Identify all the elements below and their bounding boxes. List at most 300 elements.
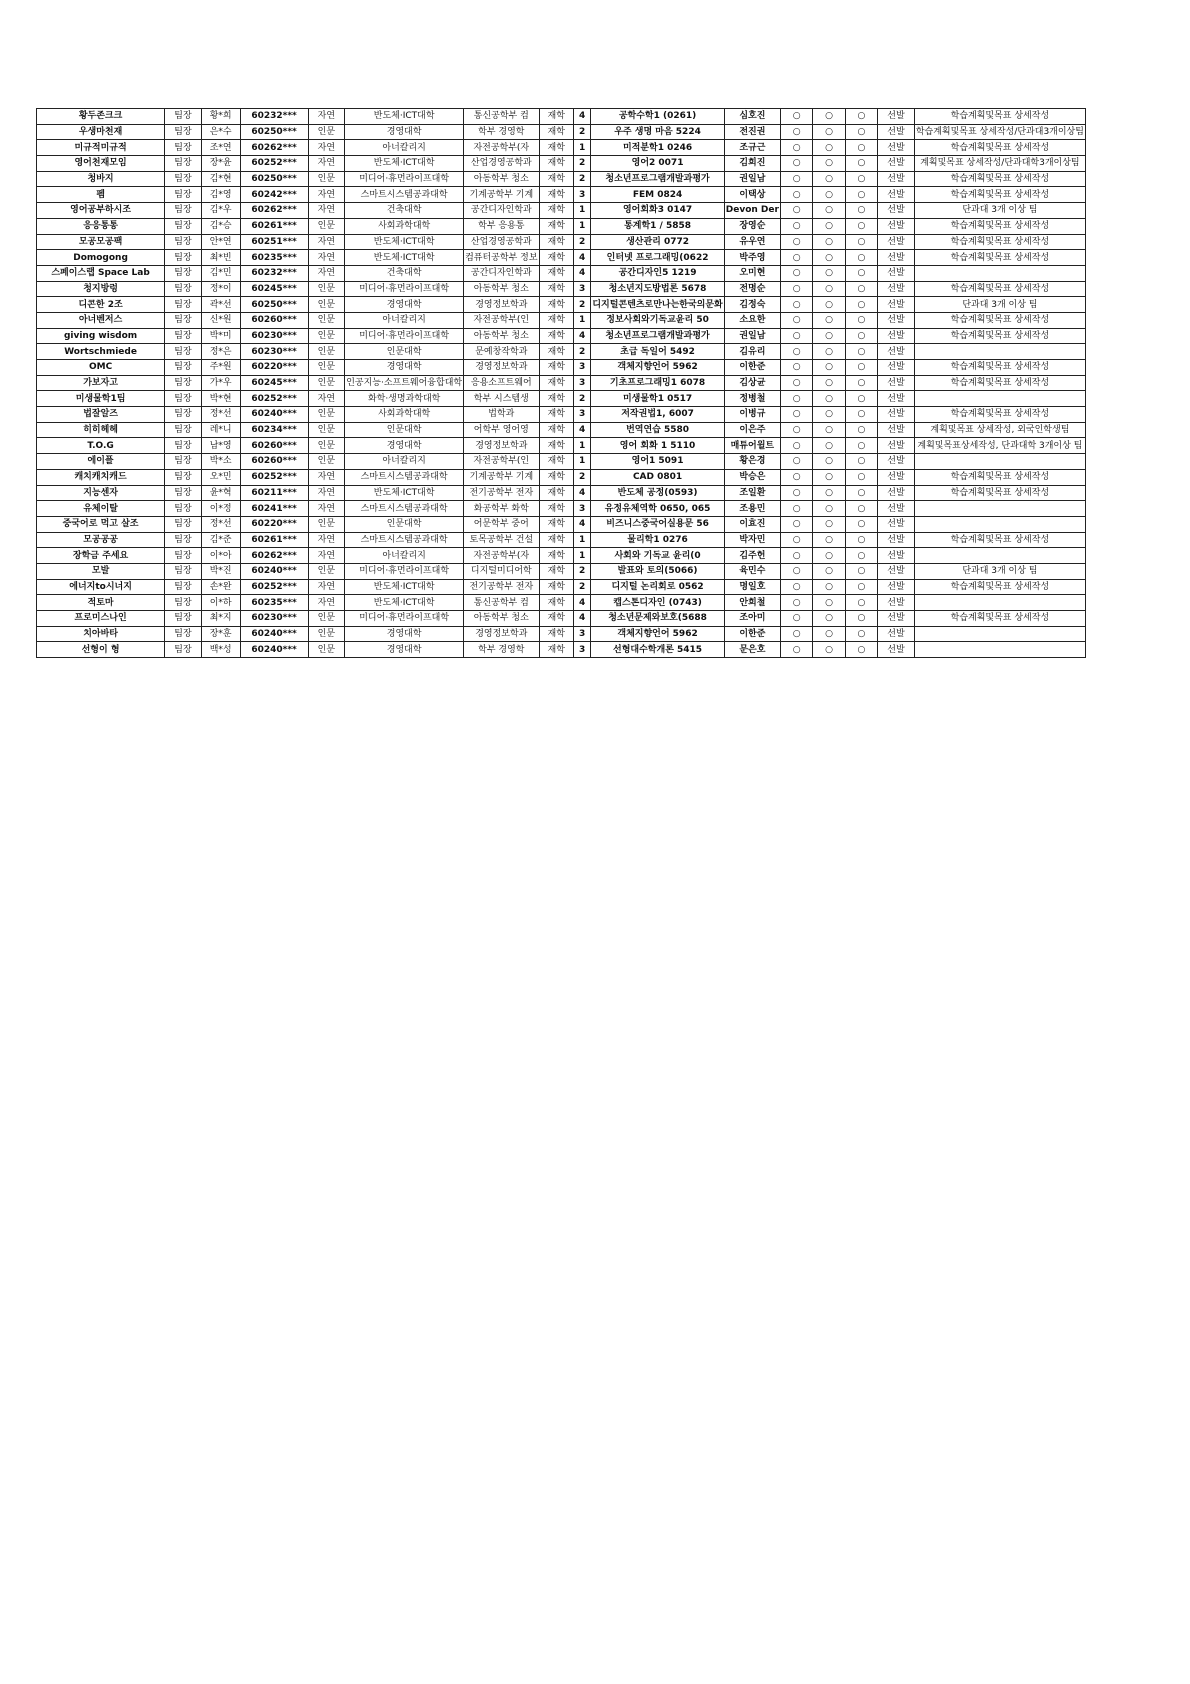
table-row — [37, 265, 1086, 281]
cell-course: 공간디자인5 1219 — [591, 265, 724, 281]
cell-course: CAD 0801 — [591, 469, 724, 485]
cell-result: 선발 — [878, 312, 915, 328]
cell-o2: ○ — [813, 532, 845, 548]
cell-o2: ○ — [813, 611, 845, 627]
cell-course: 디지털콘텐츠로만나는한국의문화 — [591, 297, 724, 313]
cell-status: 재학 — [539, 203, 573, 219]
cell-grade: 1 — [573, 454, 590, 470]
cell-o3: ○ — [845, 171, 877, 187]
cell-role: 팀장 — [165, 140, 202, 156]
spreadsheet-sheet — [36, 108, 1086, 658]
cell-o1: ○ — [780, 469, 812, 485]
cell-course: 초급 독일어 5492 — [591, 344, 724, 360]
cell-field: 인문 — [308, 375, 345, 391]
cell-grade: 4 — [573, 595, 590, 611]
cell-role: 팀장 — [165, 532, 202, 548]
cell-name: 정*이 — [201, 281, 240, 297]
cell-grade: 4 — [573, 109, 590, 125]
cell-status: 재학 — [539, 124, 573, 140]
cell-result: 선발 — [878, 532, 915, 548]
cell-field: 인문 — [308, 642, 345, 658]
cell-course: 청소년프로그램개발과평가 — [591, 328, 724, 344]
cell-result: 선발 — [878, 203, 915, 219]
cell-o2: ○ — [813, 344, 845, 360]
cell-o1: ○ — [780, 454, 812, 470]
cell-team: 프로미스나인 — [37, 611, 165, 627]
note-text: 단과대 3개 이상 팀 — [962, 299, 1038, 310]
cell-sid: 60241*** — [240, 501, 308, 517]
cell-o3: ○ — [845, 156, 877, 172]
cell-o3: ○ — [845, 532, 877, 548]
cell-result: 선발 — [878, 109, 915, 125]
note-text: 학습계획및목표 상세작성 — [950, 236, 1050, 247]
cell-field: 인문 — [308, 312, 345, 328]
cell-grade: 3 — [573, 626, 590, 642]
cell-field: 인문 — [308, 344, 345, 360]
cell-college: 반도체·ICT대학 — [345, 156, 464, 172]
cell-prof: 안희철 — [724, 595, 780, 611]
cell-o3: ○ — [845, 375, 877, 391]
cell-name: 정*선 — [201, 407, 240, 423]
cell-o2: ○ — [813, 485, 845, 501]
cell-status: 재학 — [539, 391, 573, 407]
cell-o3: ○ — [845, 344, 877, 360]
cell-name: 황*희 — [201, 109, 240, 125]
cell-status: 재학 — [539, 485, 573, 501]
cell-college: 미디어·휴먼라이프대학 — [345, 171, 464, 187]
cell-role: 팀장 — [165, 297, 202, 313]
cell-grade: 1 — [573, 532, 590, 548]
cell-o3: ○ — [845, 611, 877, 627]
cell-team: 치아바타 — [37, 626, 165, 642]
table-row — [37, 375, 1086, 391]
cell-note — [914, 281, 1085, 297]
cell-name: 김*우 — [201, 203, 240, 219]
cell-o2: ○ — [813, 281, 845, 297]
cell-field: 인문 — [308, 328, 345, 344]
cell-note — [914, 548, 1085, 564]
cell-status: 재학 — [539, 360, 573, 376]
table-row — [37, 124, 1086, 140]
cell-dept: 토목공학부 건설 — [464, 532, 539, 548]
cell-college: 건축대학 — [345, 265, 464, 281]
cell-note — [914, 218, 1085, 234]
cell-course: 영어회화3 0147 — [591, 203, 724, 219]
cell-result: 선발 — [878, 485, 915, 501]
cell-o3: ○ — [845, 454, 877, 470]
cell-course: 번역연습 5580 — [591, 422, 724, 438]
cell-field: 인문 — [308, 124, 345, 140]
cell-prof: 심호진 — [724, 109, 780, 125]
cell-course: 객체지향언어 5962 — [591, 360, 724, 376]
cell-result: 선발 — [878, 548, 915, 564]
table-row — [37, 532, 1086, 548]
cell-role: 팀장 — [165, 312, 202, 328]
cell-prof: Devon Der — [724, 203, 780, 219]
cell-sid: 60220*** — [240, 360, 308, 376]
cell-sid: 60245*** — [240, 281, 308, 297]
cell-dept: 아동학부 청소 — [464, 328, 539, 344]
cell-o1: ○ — [780, 579, 812, 595]
cell-team: 중국어로 먹고 살조 — [37, 516, 165, 532]
cell-dept: 아동학부 청소 — [464, 611, 539, 627]
cell-status: 재학 — [539, 265, 573, 281]
cell-sid: 60220*** — [240, 516, 308, 532]
table-row — [37, 109, 1086, 125]
cell-o3: ○ — [845, 281, 877, 297]
table-row — [37, 234, 1086, 250]
cell-name: 손*완 — [201, 579, 240, 595]
cell-team: 펨 — [37, 187, 165, 203]
cell-o2: ○ — [813, 203, 845, 219]
cell-dept: 자전공학부(자 — [464, 548, 539, 564]
cell-college: 사회과학대학 — [345, 218, 464, 234]
cell-o1: ○ — [780, 140, 812, 156]
cell-grade: 4 — [573, 485, 590, 501]
cell-dept: 아동학부 청소 — [464, 281, 539, 297]
cell-field: 인문 — [308, 516, 345, 532]
cell-team: 에이플 — [37, 454, 165, 470]
cell-name: 은*수 — [201, 124, 240, 140]
table-row — [37, 422, 1086, 438]
cell-status: 재학 — [539, 532, 573, 548]
cell-prof: 김주헌 — [724, 548, 780, 564]
cell-prof: 문은호 — [724, 642, 780, 658]
cell-dept: 산업경영공학과 — [464, 234, 539, 250]
cell-o1: ○ — [780, 548, 812, 564]
cell-o1: ○ — [780, 626, 812, 642]
cell-prof: 이한준 — [724, 360, 780, 376]
cell-sid: 60262*** — [240, 548, 308, 564]
cell-result: 선발 — [878, 454, 915, 470]
cell-o3: ○ — [845, 626, 877, 642]
cell-result: 선발 — [878, 626, 915, 642]
cell-field: 자연 — [308, 579, 345, 595]
cell-name: 박*소 — [201, 454, 240, 470]
cell-result: 선발 — [878, 250, 915, 266]
note-text: 학습계획및목표 상세작성 — [950, 362, 1050, 373]
cell-dept: 기계공학부 기계 — [464, 187, 539, 203]
cell-field: 자연 — [308, 501, 345, 517]
cell-prof: 박주영 — [724, 250, 780, 266]
cell-status: 재학 — [539, 218, 573, 234]
cell-sid: 60252*** — [240, 156, 308, 172]
cell-sid: 60240*** — [240, 407, 308, 423]
cell-note — [914, 171, 1085, 187]
cell-o3: ○ — [845, 595, 877, 611]
cell-o1: ○ — [780, 203, 812, 219]
cell-field: 인문 — [308, 281, 345, 297]
note-text: 계획및목표상세작성, 단과대학 3개이상 팀 — [917, 440, 1083, 451]
cell-dept: 경영정보학과 — [464, 360, 539, 376]
cell-note — [914, 312, 1085, 328]
cell-grade: 4 — [573, 328, 590, 344]
cell-status: 재학 — [539, 234, 573, 250]
cell-note — [914, 469, 1085, 485]
cell-grade: 1 — [573, 203, 590, 219]
cell-grade: 2 — [573, 124, 590, 140]
cell-note — [914, 109, 1085, 125]
cell-o2: ○ — [813, 124, 845, 140]
cell-team: 청바지 — [37, 171, 165, 187]
cell-course: 우주 생명 마음 5224 — [591, 124, 724, 140]
table-row — [37, 297, 1086, 313]
note-text: 학습계획및목표 상세작성 — [950, 613, 1050, 624]
cell-o3: ○ — [845, 265, 877, 281]
cell-field: 인문 — [308, 563, 345, 579]
cell-o1: ○ — [780, 156, 812, 172]
note-text: 학습계획및목표 상세작성 — [950, 581, 1050, 592]
cell-sid: 60240*** — [240, 563, 308, 579]
cell-o1: ○ — [780, 265, 812, 281]
cell-course: 저작권법1, 6007 — [591, 407, 724, 423]
cell-team: Domogong — [37, 250, 165, 266]
cell-college: 반도체·ICT대학 — [345, 250, 464, 266]
cell-name: 김*현 — [201, 171, 240, 187]
table-row — [37, 438, 1086, 454]
cell-sid: 60250*** — [240, 171, 308, 187]
cell-note — [914, 626, 1085, 642]
cell-dept: 산업경영공학과 — [464, 156, 539, 172]
cell-field: 자연 — [308, 234, 345, 250]
cell-name: 최*빈 — [201, 250, 240, 266]
cell-dept: 자전공학부(자 — [464, 140, 539, 156]
cell-course: 객체지향언어 5962 — [591, 626, 724, 642]
cell-prof: 유우연 — [724, 234, 780, 250]
cell-team: 영어공부하시조 — [37, 203, 165, 219]
cell-field: 인문 — [308, 171, 345, 187]
cell-sid: 60252*** — [240, 579, 308, 595]
cell-o1: ○ — [780, 422, 812, 438]
cell-o1: ○ — [780, 563, 812, 579]
cell-o1: ○ — [780, 109, 812, 125]
cell-o2: ○ — [813, 250, 845, 266]
cell-grade: 4 — [573, 611, 590, 627]
cell-college: 스마트시스템공과대학 — [345, 187, 464, 203]
cell-dept: 학부 경영학 — [464, 124, 539, 140]
cell-o1: ○ — [780, 250, 812, 266]
cell-college: 반도체·ICT대학 — [345, 109, 464, 125]
cell-dept: 공간디자인학과 — [464, 265, 539, 281]
cell-o2: ○ — [813, 360, 845, 376]
cell-team: 응응통통 — [37, 218, 165, 234]
cell-field: 자연 — [308, 187, 345, 203]
cell-status: 재학 — [539, 548, 573, 564]
cell-status: 재학 — [539, 579, 573, 595]
table-row — [37, 626, 1086, 642]
cell-o3: ○ — [845, 124, 877, 140]
note-text: 학습계획및목표 상세작성 — [950, 221, 1050, 232]
cell-o2: ○ — [813, 469, 845, 485]
cell-o3: ○ — [845, 250, 877, 266]
cell-prof: 조일환 — [724, 485, 780, 501]
cell-o2: ○ — [813, 422, 845, 438]
cell-name: 박*미 — [201, 328, 240, 344]
cell-field: 자연 — [308, 548, 345, 564]
cell-prof: 조아미 — [724, 611, 780, 627]
cell-field: 자연 — [308, 250, 345, 266]
cell-status: 재학 — [539, 454, 573, 470]
cell-status: 재학 — [539, 344, 573, 360]
cell-field: 자연 — [308, 140, 345, 156]
cell-o2: ○ — [813, 391, 845, 407]
cell-college: 아너칼리지 — [345, 548, 464, 564]
cell-o1: ○ — [780, 124, 812, 140]
cell-college: 반도체·ICT대학 — [345, 234, 464, 250]
cell-o3: ○ — [845, 516, 877, 532]
cell-team: 히히헤헤 — [37, 422, 165, 438]
cell-field: 자연 — [308, 595, 345, 611]
cell-grade: 2 — [573, 156, 590, 172]
note-text: 계획및목표 상세작성, 외국인학생팀 — [930, 425, 1070, 436]
cell-o3: ○ — [845, 312, 877, 328]
cell-sid: 60240*** — [240, 642, 308, 658]
cell-name: 김*준 — [201, 532, 240, 548]
cell-o3: ○ — [845, 563, 877, 579]
cell-college: 경영대학 — [345, 124, 464, 140]
cell-role: 팀장 — [165, 454, 202, 470]
cell-o1: ○ — [780, 516, 812, 532]
table-row — [37, 187, 1086, 203]
cell-dept: 어문학부 중어 — [464, 516, 539, 532]
cell-o2: ○ — [813, 297, 845, 313]
cell-field: 자연 — [308, 265, 345, 281]
cell-dept: 기계공학부 기계 — [464, 469, 539, 485]
cell-role: 팀장 — [165, 203, 202, 219]
cell-dept: 학부 응용통 — [464, 218, 539, 234]
note-text: 단과대 3개 이상 팀 — [962, 566, 1038, 577]
cell-grade: 2 — [573, 469, 590, 485]
note-text: 학습계획및목표 상세작성 — [950, 487, 1050, 498]
cell-o1: ○ — [780, 218, 812, 234]
cell-name: 정*은 — [201, 344, 240, 360]
cell-note — [914, 140, 1085, 156]
note-text: 학습계획및목표 상세작성 — [950, 111, 1050, 122]
cell-note — [914, 516, 1085, 532]
cell-status: 재학 — [539, 642, 573, 658]
cell-team: 선형이 형 — [37, 642, 165, 658]
cell-role: 팀장 — [165, 391, 202, 407]
cell-o3: ○ — [845, 422, 877, 438]
cell-college: 아너칼리지 — [345, 140, 464, 156]
cell-name: 김*영 — [201, 187, 240, 203]
cell-field: 인문 — [308, 422, 345, 438]
cell-grade: 2 — [573, 391, 590, 407]
table-row — [37, 407, 1086, 423]
cell-prof: 오미현 — [724, 265, 780, 281]
cell-course: 생산관리 0772 — [591, 234, 724, 250]
cell-o3: ○ — [845, 328, 877, 344]
team-selection-table — [36, 108, 1086, 658]
cell-o2: ○ — [813, 563, 845, 579]
cell-prof: 매튜어윌트 — [724, 438, 780, 454]
cell-note — [914, 375, 1085, 391]
cell-prof: 명일호 — [724, 579, 780, 595]
cell-name: 주*원 — [201, 360, 240, 376]
cell-note — [914, 532, 1085, 548]
cell-course: 청소년지도방법론 5678 — [591, 281, 724, 297]
cell-status: 재학 — [539, 516, 573, 532]
cell-grade: 2 — [573, 344, 590, 360]
cell-o1: ○ — [780, 642, 812, 658]
note-text: 학습계획및목표 상세작성 — [950, 252, 1050, 263]
cell-dept: 문예창작학과 — [464, 344, 539, 360]
cell-grade: 3 — [573, 281, 590, 297]
cell-team: 모공모공팩 — [37, 234, 165, 250]
cell-note — [914, 234, 1085, 250]
cell-sid: 60242*** — [240, 187, 308, 203]
cell-grade: 4 — [573, 250, 590, 266]
cell-name: 가*우 — [201, 375, 240, 391]
cell-sid: 60262*** — [240, 140, 308, 156]
cell-sid: 60211*** — [240, 485, 308, 501]
cell-field: 자연 — [308, 469, 345, 485]
cell-prof: 조규근 — [724, 140, 780, 156]
cell-result: 선발 — [878, 218, 915, 234]
cell-prof: 권일남 — [724, 171, 780, 187]
cell-field: 자연 — [308, 156, 345, 172]
cell-grade: 1 — [573, 548, 590, 564]
note-text: 계획및목표 상세작성/단과대학3개이상팀 — [920, 158, 1080, 169]
cell-result: 선발 — [878, 156, 915, 172]
cell-o3: ○ — [845, 234, 877, 250]
note-text: 학습계획및목표 상세작성 — [950, 315, 1050, 326]
cell-sid: 60250*** — [240, 297, 308, 313]
table-row — [37, 485, 1086, 501]
cell-role: 팀장 — [165, 171, 202, 187]
cell-o1: ○ — [780, 171, 812, 187]
cell-dept: 공간디자인학과 — [464, 203, 539, 219]
table-row — [37, 611, 1086, 627]
cell-name: 이*정 — [201, 501, 240, 517]
cell-sid: 60235*** — [240, 250, 308, 266]
cell-role: 팀장 — [165, 485, 202, 501]
table-row — [37, 469, 1086, 485]
cell-result: 선발 — [878, 265, 915, 281]
cell-status: 재학 — [539, 297, 573, 313]
cell-dept: 아동학부 청소 — [464, 171, 539, 187]
cell-o2: ○ — [813, 218, 845, 234]
cell-team: 캐치캐치캐드 — [37, 469, 165, 485]
table-row — [37, 328, 1086, 344]
cell-team: 디콘한 2조 — [37, 297, 165, 313]
cell-note — [914, 501, 1085, 517]
table-row — [37, 156, 1086, 172]
cell-team: 적토마 — [37, 595, 165, 611]
cell-note — [914, 407, 1085, 423]
cell-team: Wortschmiede — [37, 344, 165, 360]
cell-o1: ○ — [780, 532, 812, 548]
cell-dept: 통신공학부 컴 — [464, 595, 539, 611]
cell-field: 자연 — [308, 485, 345, 501]
cell-status: 재학 — [539, 563, 573, 579]
cell-grade: 1 — [573, 438, 590, 454]
cell-prof: 전명순 — [724, 281, 780, 297]
cell-sid: 60245*** — [240, 375, 308, 391]
note-text: 학습계획및목표 상세작성 — [950, 142, 1050, 153]
note-text: 학습계획및목표 상세작성 — [950, 174, 1050, 185]
cell-prof: 전진권 — [724, 124, 780, 140]
cell-o1: ○ — [780, 501, 812, 517]
cell-o3: ○ — [845, 407, 877, 423]
cell-team: 가보자고 — [37, 375, 165, 391]
cell-o2: ○ — [813, 501, 845, 517]
cell-course: 공학수학1 (0261) — [591, 109, 724, 125]
cell-result: 선발 — [878, 595, 915, 611]
cell-sid: 60252*** — [240, 469, 308, 485]
table-row — [37, 501, 1086, 517]
cell-team: OMC — [37, 360, 165, 376]
